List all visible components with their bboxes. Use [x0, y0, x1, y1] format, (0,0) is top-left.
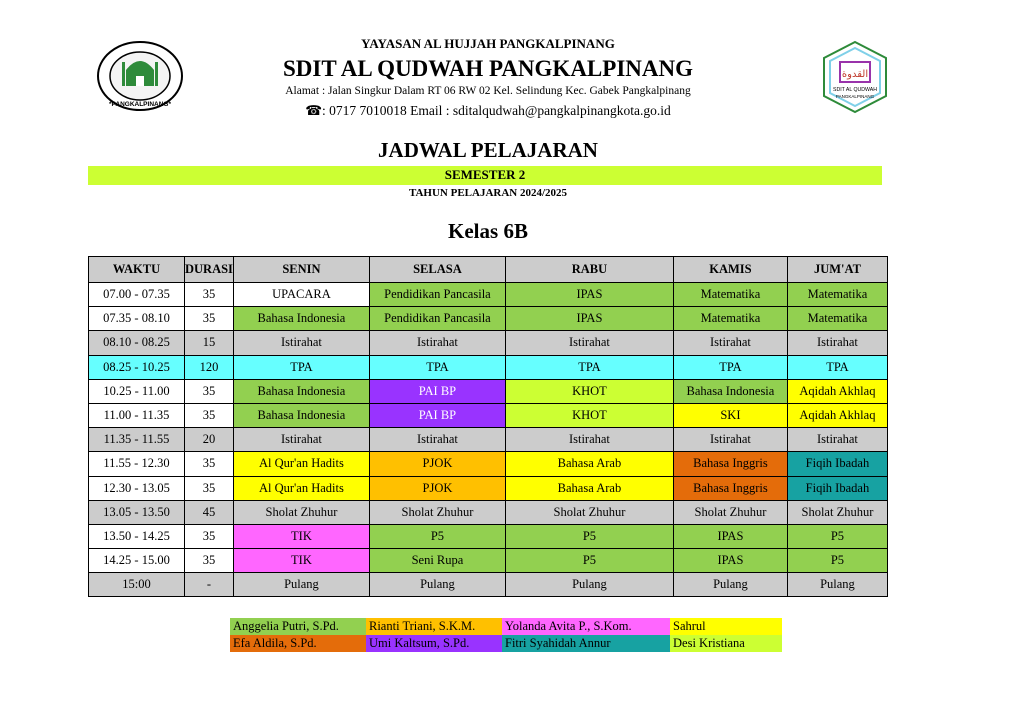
logo-arabic-text: القدوة: [841, 69, 869, 80]
subject-cell: Aqidah Akhlaq: [787, 403, 887, 427]
subject-cell: Sholat Zhuhur: [233, 500, 369, 524]
subject-cell: Istirahat: [233, 331, 369, 355]
subject-cell: IPAS: [505, 307, 673, 331]
page-title: JADWAL PELAJARAN: [378, 138, 598, 162]
legend-item: Umi Kaltsum, S.Pd.: [366, 635, 502, 652]
schedule-table: [88, 256, 888, 597]
phone-icon: ☎: [305, 103, 323, 118]
duration-cell: 20: [185, 428, 234, 452]
time-cell: 11.00 - 11.35: [89, 403, 185, 427]
time-cell: 13.05 - 13.50: [89, 500, 185, 524]
subject-cell: IPAS: [673, 524, 787, 548]
legend-row: [230, 618, 782, 635]
subject-cell: Istirahat: [369, 331, 505, 355]
legend-item: Desi Kristiana: [670, 635, 782, 652]
subject-cell: P5: [787, 524, 887, 548]
column-header-waktu: WAKTU: [89, 257, 185, 283]
subject-cell: TPA: [505, 355, 673, 379]
subject-cell: Sholat Zhuhur: [673, 500, 787, 524]
table-row: [89, 549, 888, 573]
semester-label: SEMESTER 2: [444, 167, 526, 182]
time-cell: 07.00 - 07.35: [89, 283, 185, 307]
subject-cell: PAI BP: [369, 403, 505, 427]
duration-cell: 35: [185, 307, 234, 331]
academic-year: TAHUN PELAJARAN 2024/2025: [408, 187, 568, 199]
time-cell: 15:00: [89, 573, 185, 597]
subject-cell: Istirahat: [787, 331, 887, 355]
legend-item: Fitri Syahidah Annur: [502, 635, 670, 652]
duration-cell: 15: [185, 331, 234, 355]
column-header-kamis: KAMIS: [673, 257, 787, 283]
subject-cell: Pendidikan Pancasila: [369, 283, 505, 307]
class-title: Kelas 6B: [448, 219, 528, 243]
subject-cell: Sholat Zhuhur: [369, 500, 505, 524]
subject-cell: Matematika: [787, 283, 887, 307]
subject-cell: Pulang: [233, 573, 369, 597]
subject-cell: Bahasa Indonesia: [673, 379, 787, 403]
subject-cell: PJOK: [369, 476, 505, 500]
table-row: [89, 476, 888, 500]
subject-cell: Sholat Zhuhur: [505, 500, 673, 524]
teacher-legend: [230, 618, 782, 652]
time-cell: 12.30 - 13.05: [89, 476, 185, 500]
contact-text: : 0717 7010018 Email : sditalqudwah@pangkalpinangkota.go.id: [322, 103, 671, 118]
subject-cell: Istirahat: [369, 428, 505, 452]
table-row: [89, 403, 888, 427]
subject-cell: Seni Rupa: [369, 549, 505, 573]
subject-cell: Pulang: [673, 573, 787, 597]
logo-city-text: PANGKALPINANG: [835, 94, 875, 99]
logo-school-text: SDIT AL QUDWAH: [833, 87, 877, 93]
subject-cell: P5: [369, 524, 505, 548]
table-row: [89, 452, 888, 476]
subject-cell: P5: [787, 549, 887, 573]
legend-item: Rianti Triani, S.K.M.: [366, 618, 502, 635]
subject-cell: Al Qur'an Hadits: [233, 476, 369, 500]
table-row: [89, 307, 888, 331]
subject-cell: Aqidah Akhlaq: [787, 379, 887, 403]
table-row: [89, 379, 888, 403]
duration-cell: 35: [185, 283, 234, 307]
column-header-durasi: DURASI: [185, 257, 234, 283]
duration-cell: 35: [185, 403, 234, 427]
table-row: [89, 500, 888, 524]
subject-cell: P5: [505, 549, 673, 573]
duration-cell: 35: [185, 379, 234, 403]
subject-cell: Istirahat: [787, 428, 887, 452]
legend-item: Yolanda Avita P., S.Kom.: [502, 618, 670, 635]
duration-cell: 35: [185, 549, 234, 573]
subject-cell: Pulang: [787, 573, 887, 597]
subject-cell: PJOK: [369, 452, 505, 476]
table-row: [89, 355, 888, 379]
subject-cell: Bahasa Indonesia: [233, 403, 369, 427]
table-row: [89, 331, 888, 355]
time-cell: 13.50 - 14.25: [89, 524, 185, 548]
subject-cell: PAI BP: [369, 379, 505, 403]
subject-cell: TIK: [233, 549, 369, 573]
time-cell: 14.25 - 15.00: [89, 549, 185, 573]
time-cell: 07.35 - 08.10: [89, 307, 185, 331]
subject-cell: Pulang: [369, 573, 505, 597]
duration-cell: 35: [185, 452, 234, 476]
subject-cell: SKI: [673, 403, 787, 427]
subject-cell: Istirahat: [505, 331, 673, 355]
subject-cell: Bahasa Indonesia: [233, 379, 369, 403]
foundation-name: YAYASAN AL HUJJAH PANGKALPINANG: [361, 36, 615, 51]
time-cell: 10.25 - 11.00: [89, 379, 185, 403]
school-name: SDIT AL QUDWAH PANGKALPINANG: [282, 56, 693, 81]
duration-cell: 35: [185, 476, 234, 500]
duration-cell: -: [185, 573, 234, 597]
subject-cell: TPA: [233, 355, 369, 379]
table-row: [89, 283, 888, 307]
subject-cell: Istirahat: [673, 331, 787, 355]
column-header-selasa: SELASA: [369, 257, 505, 283]
column-header-rabu: RABU: [505, 257, 673, 283]
subject-cell: TPA: [787, 355, 887, 379]
subject-cell: UPACARA: [233, 283, 369, 307]
subject-cell: Istirahat: [233, 428, 369, 452]
table-row: [89, 428, 888, 452]
subject-cell: Matematika: [787, 307, 887, 331]
school-contact: [0, 103, 976, 119]
column-header-jumat: JUM'AT: [787, 257, 887, 283]
table-header-row: [89, 257, 888, 283]
subject-cell: IPAS: [673, 549, 787, 573]
subject-cell: TPA: [673, 355, 787, 379]
subject-cell: Matematika: [673, 307, 787, 331]
subject-cell: Matematika: [673, 283, 787, 307]
subject-cell: Bahasa Arab: [505, 476, 673, 500]
subject-cell: Bahasa Inggris: [673, 476, 787, 500]
time-cell: 11.35 - 11.55: [89, 428, 185, 452]
duration-cell: 35: [185, 524, 234, 548]
subject-cell: TPA: [369, 355, 505, 379]
time-cell: 11.55 - 12.30: [89, 452, 185, 476]
table-row: [89, 573, 888, 597]
subject-cell: Bahasa Indonesia: [233, 307, 369, 331]
table-row: [89, 524, 888, 548]
duration-cell: 45: [185, 500, 234, 524]
logo-ring-text: *PANGKALPINANG*: [109, 101, 171, 108]
subject-cell: Istirahat: [673, 428, 787, 452]
legend-item: Anggelia Putri, S.Pd.: [230, 618, 366, 635]
column-header-senin: SENIN: [233, 257, 369, 283]
subject-cell: Bahasa Inggris: [673, 452, 787, 476]
subject-cell: Bahasa Arab: [505, 452, 673, 476]
subject-cell: Al Qur'an Hadits: [233, 452, 369, 476]
school-address: Alamat : Jalan Singkur Dalam RT 06 RW 02 Kel. Selindung Kec. Gabek Pangkalpinang: [285, 85, 691, 97]
subject-cell: KHOT: [505, 403, 673, 427]
time-cell: 08.10 - 08.25: [89, 331, 185, 355]
subject-cell: IPAS: [505, 283, 673, 307]
legend-row: [230, 635, 782, 652]
subject-cell: Pendidikan Pancasila: [369, 307, 505, 331]
subject-cell: P5: [505, 524, 673, 548]
subject-cell: KHOT: [505, 379, 673, 403]
duration-cell: 120: [185, 355, 234, 379]
subject-cell: Fiqih Ibadah: [787, 452, 887, 476]
subject-cell: Istirahat: [505, 428, 673, 452]
subject-cell: Fiqih Ibadah: [787, 476, 887, 500]
legend-item: Efa Aldila, S.Pd.: [230, 635, 366, 652]
subject-cell: TIK: [233, 524, 369, 548]
time-cell: 08.25 - 10.25: [89, 355, 185, 379]
subject-cell: Sholat Zhuhur: [787, 500, 887, 524]
subject-cell: Pulang: [505, 573, 673, 597]
legend-item: Sahrul: [670, 618, 782, 635]
